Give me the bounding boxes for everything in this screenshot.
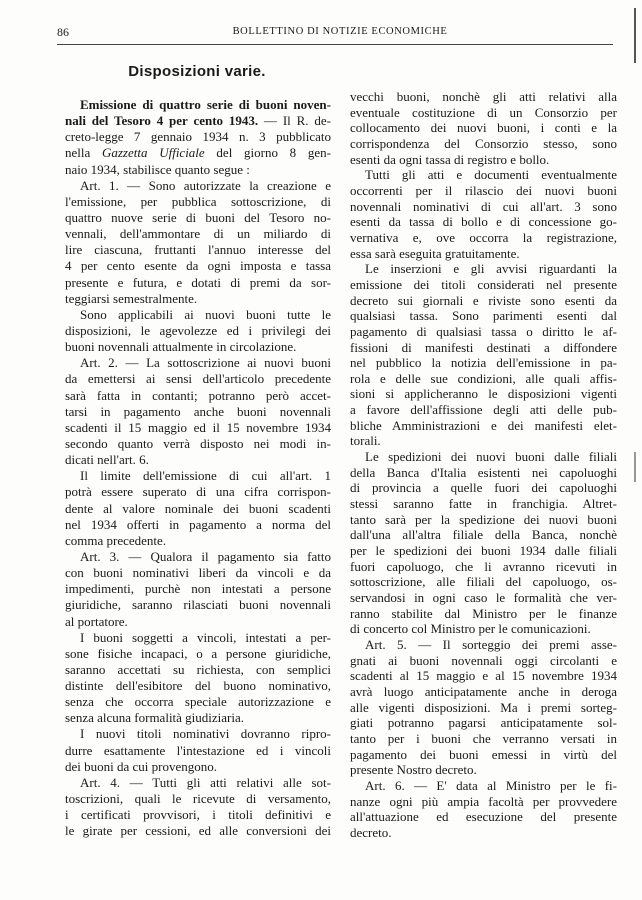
text-line: decreto. bbox=[350, 824, 392, 840]
section-title: Disposizioni varie. bbox=[128, 63, 266, 80]
text-line: disposizioni, le agevolezze ed i privilegi dei bbox=[65, 322, 331, 338]
text-line: corrispondenza del Consorzio stesso, sono bbox=[350, 135, 617, 151]
text-segment: del giorno 8 gen- bbox=[204, 145, 331, 161]
text-line: collocamento dei nuovi buoni, i conti e la bbox=[350, 120, 617, 136]
text-line: decreto sui giornali e riviste sono esenti da bbox=[350, 292, 617, 308]
text-line: Il limite dell'emissione di cui all'art. 1 bbox=[80, 468, 331, 484]
text-line: sarà fatta in contanti; potranno però accet- bbox=[65, 387, 331, 403]
page-edge-mark bbox=[634, 452, 636, 482]
text-line: pagamento dei buoni emessi in virtù del bbox=[350, 746, 617, 762]
text-line: nel 1934 offerti in pagamento a norma del bbox=[65, 516, 331, 532]
page-number: 86 bbox=[57, 25, 69, 39]
text-line: Art. 5. — Il sorteggio dei premi asse- bbox=[365, 636, 617, 652]
text-line: sottoscrizione, alle filiali del capoluogo, os- bbox=[350, 574, 617, 590]
header-rule bbox=[57, 44, 613, 45]
text-line: dei buoni da cui provengono. bbox=[65, 758, 217, 774]
text-line: I buoni soggetti a vincoli, intestati a per- bbox=[80, 629, 331, 645]
text-line: I nuovi titoli nominativi dovranno ripro- bbox=[80, 726, 331, 742]
text-line: Tutti gli atti e documenti eventualmente bbox=[365, 167, 617, 183]
right-column bbox=[350, 89, 617, 841]
text-line: le girate per cessioni, ed alle conversioni dei bbox=[65, 823, 331, 839]
text-line bbox=[65, 97, 331, 113]
text-line: da emettersi ai sensi dell'articolo precedente bbox=[65, 371, 331, 387]
text-segment: nella bbox=[65, 145, 102, 161]
text-line: ranno stabilite dal Ministro per le finanze bbox=[350, 605, 617, 621]
text-line: alle vigenti disposizioni. Ma i premi sorteg- bbox=[350, 699, 617, 715]
text-line: teggiarsi semestralmente. bbox=[65, 290, 198, 306]
text-line: durre esattamente l'intestazione ed i vincoli bbox=[65, 742, 331, 758]
text-line: secondo quanto verrà disposto nei modi in- bbox=[65, 435, 331, 451]
text-line: Sono applicabili ai nuovi buoni tutte le bbox=[80, 306, 331, 322]
text-segment: — Il R. de- bbox=[258, 113, 331, 129]
italic-text: Gazzetta Ufficiale bbox=[101, 145, 205, 161]
text-line: distinte dell'esibitore del buono nominativo, bbox=[65, 678, 331, 694]
text-line: 4 per cento esente da ogni imposta e tassa bbox=[65, 258, 331, 274]
text-line: toscrizioni, quali le ricevute di versamento, bbox=[65, 791, 331, 807]
text-line: Art. 3. — Qualora il pagamento sia fatto bbox=[80, 548, 331, 564]
text-line: senza che occorra speciale autorizzazione e bbox=[65, 694, 331, 710]
text-line bbox=[65, 145, 331, 161]
text-line: scadenti il 15 maggio ed il 15 novembre 1934 bbox=[65, 419, 331, 435]
text-line: di provincia a quelle fuori dei capoluoghi bbox=[350, 480, 617, 496]
text-line: al portatore. bbox=[65, 613, 128, 629]
text-line: bliche Amministrazioni e dei manifesti elet- bbox=[350, 417, 617, 433]
text-line: tanto per i buoni che verranno versati in bbox=[350, 730, 617, 746]
text-line: all'attuazione ed esecuzione del presente bbox=[350, 809, 617, 825]
text-line: sone fisiche incapaci, o a persone giuridiche, bbox=[65, 645, 331, 661]
text-line: essa sarà eseguita gratuitamente. bbox=[350, 245, 520, 261]
text-line: quattro nuove serie di buoni del Tesoro no- bbox=[65, 209, 331, 225]
text-line: sioni si applicheranno le disposizioni vigenti bbox=[350, 386, 617, 402]
text-line: creto-legge 7 gennaio 1934 n. 3 pubblicato bbox=[65, 129, 331, 145]
text-line: lire ciascuna, fruttanti l'annuo interesse del bbox=[65, 242, 331, 258]
page-edge-mark bbox=[634, 8, 636, 63]
text-line: occorrenti per il rilascio dei nuovi buoni bbox=[350, 182, 617, 198]
text-line: i certificati provvisori, i titoli definitivi e bbox=[65, 807, 331, 823]
text-line: a favore dell'affissione degli atti delle pub- bbox=[350, 402, 617, 418]
text-line: Art. 6. — E' data al Ministro per le fi- bbox=[365, 777, 617, 793]
text-line: l'emissione, per pubblica sottoscrizione, di bbox=[65, 193, 331, 209]
text-line: naio 1934, stabilisce quanto segue : bbox=[65, 161, 250, 177]
text-line: Art. 4. — Tutti gli atti relativi alle sot- bbox=[80, 774, 331, 790]
text-line: tarsi in pagamento anche buoni novennali bbox=[65, 403, 331, 419]
text-line: qualsiasi tassa. Sono parimenti esenti dal bbox=[350, 308, 617, 324]
text-line: emissione dei titoli considerati nel presente bbox=[350, 276, 617, 292]
text-line: avrà luogo anticipatamente anche in deroga bbox=[350, 683, 617, 699]
text-line: tanto sarà per la spedizione dei nuovi buoni bbox=[350, 511, 617, 527]
text-line: senza alcuna formalità giudiziaria. bbox=[65, 710, 245, 726]
text-line: pagamento di qualsiasi tassa o diritto le af- bbox=[350, 323, 617, 339]
text-line: impedimenti, purchè non intestati a persone bbox=[65, 581, 331, 597]
text-line: nel pubblico la notizia dell'emissione in pa- bbox=[350, 355, 617, 371]
text-line: scadenti al 15 maggio e al 15 novembre 1934 bbox=[350, 668, 617, 684]
text-line: buoni novennali attualmente in circolazione. bbox=[65, 339, 297, 355]
bold-heading-text: Emissione di quattro serie di buoni noven- bbox=[80, 97, 331, 112]
text-line: Le inserzioni e gli avvisi riguardanti la bbox=[365, 261, 617, 277]
text-line: fissioni di manifesti destinati a diffondere bbox=[350, 339, 617, 355]
text-line: di concerto col Ministro per le comunicazioni. bbox=[350, 621, 591, 637]
left-column bbox=[65, 97, 331, 839]
text-line bbox=[65, 113, 331, 129]
text-line: giuridiche, saranno rilasciati buoni novennali bbox=[65, 597, 331, 613]
running-header: BOLLETTINO DI NOTIZIE ECONOMICHE bbox=[232, 26, 448, 37]
text-line: stessi saranno fatte in franchigia. Altret- bbox=[350, 496, 617, 512]
text-line: con buoni nominativi liberi da vincoli e da bbox=[65, 565, 331, 581]
text-line: esenti da ogni tassa di registro e bollo. bbox=[350, 151, 550, 167]
text-line: saranno accettati su richiesta, con semplici bbox=[65, 661, 331, 677]
text-line: giati potranno pagarsi anticipatamente sol- bbox=[350, 715, 617, 731]
text-line: eventuale costituzione di un Consorzio per bbox=[350, 104, 617, 120]
text-line: esenti da tassa di bollo e di concessione go- bbox=[350, 214, 617, 230]
text-line: rola e delle sue condizioni, alle quali affis- bbox=[350, 370, 617, 386]
text-line: novennali nominativi di cui all'art. 3 sono bbox=[350, 198, 617, 214]
text-line: gnati ai buoni novennali oggi circolanti e bbox=[350, 652, 617, 668]
text-line: dall'una all'altra filiale della Banca, nonchè bbox=[350, 527, 617, 543]
text-line: torali. bbox=[350, 433, 381, 449]
text-line: fuori capoluogo, che li avranno ricevuti in bbox=[350, 558, 617, 574]
text-line: Le spedizioni dei nuovi buoni dalle filiali bbox=[365, 449, 617, 465]
text-line: Art. 2. — La sottoscrizione ai nuovi buoni bbox=[80, 355, 331, 371]
text-line: della Banca d'Italia esistenti nei capoluoghi bbox=[350, 464, 617, 480]
text-line: dicati nell'art. 6. bbox=[65, 452, 149, 468]
text-line: nanze ogni più ampia facoltà per provvedere bbox=[350, 793, 617, 809]
text-line: vennali, dell'ammontare di un miliardo di bbox=[65, 226, 331, 242]
text-line: potrà essere superato di una cifra corrispon- bbox=[65, 484, 331, 500]
bold-heading-text: nali del Tesoro 4 per cento 1943. bbox=[65, 113, 259, 129]
text-line: per le spedizioni dei buoni 1934 dalle filiali bbox=[350, 543, 617, 559]
text-line: vernativa e, ove occorra la registrazione, bbox=[350, 229, 617, 245]
text-line: servandosi in ogni caso le formalità che ver- bbox=[350, 590, 617, 605]
text-line: comma precedente. bbox=[65, 532, 167, 548]
text-line: vecchi buoni, nonchè gli atti relativi alla bbox=[350, 89, 617, 104]
text-line: Art. 1. — Sono autorizzate la creazione e bbox=[80, 177, 331, 193]
text-line: dente al valore nominale dei buoni scadenti bbox=[65, 500, 331, 516]
text-line: presente Nostro decreto. bbox=[350, 762, 477, 778]
text-line: presente e futura, e dotati di premi da sor- bbox=[65, 274, 331, 290]
